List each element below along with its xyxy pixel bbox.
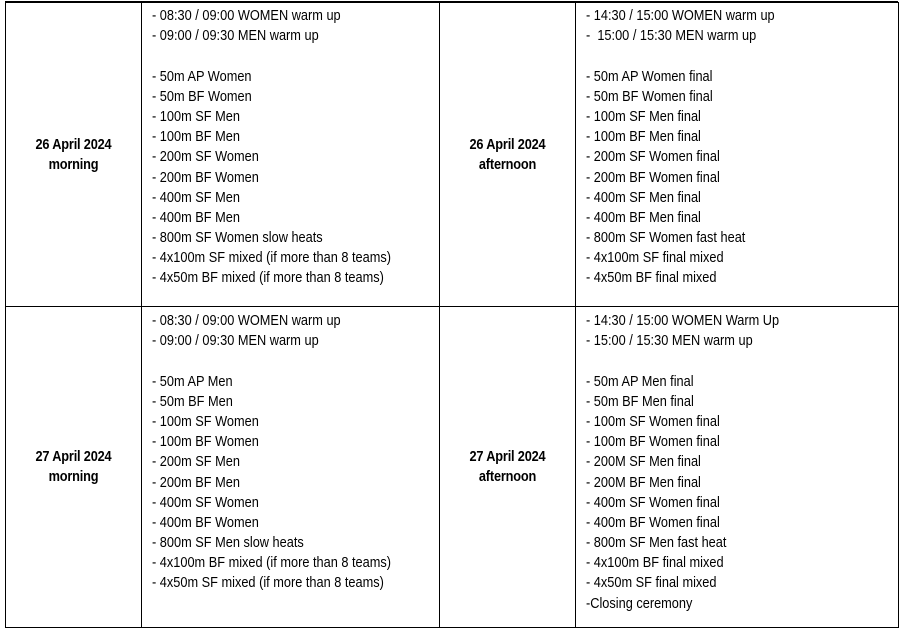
event-item: - 400m BF Men — [152, 209, 240, 226]
event-item: - 14:30 / 15:00 WOMEN Warm Up — [586, 313, 780, 329]
event-item: - 50m BF Men — [152, 393, 233, 410]
event-item: - 4x50m BF mixed (if more than 8 teams) — [152, 270, 384, 287]
event-item: - 50m BF Women — [152, 88, 252, 105]
date-cell-afternoon — [440, 307, 576, 628]
event-spacer — [586, 46, 861, 66]
event-item: - 800m SF Men fast heat — [586, 535, 727, 552]
date-cell-morning — [6, 307, 142, 628]
session-date: 26 April 2024 — [35, 136, 112, 153]
event-item: - 200m SF Women — [152, 149, 259, 166]
event-item: - 400m BF Women final — [586, 514, 720, 531]
schedule-row-day-2 — [6, 307, 899, 628]
session-date: 27 April 2024 — [469, 449, 546, 465]
event-item: - 4x50m BF final mixed — [586, 270, 717, 287]
competition-schedule-table — [5, 2, 899, 628]
event-item: - 15:00 / 15:30 MEN warm up — [586, 28, 757, 45]
event-item: - 50m BF Men final — [586, 393, 694, 410]
event-item: - 100m SF Men final — [586, 108, 701, 125]
event-item: - 400m SF Men — [152, 189, 240, 206]
event-item: - 50m AP Women final — [586, 68, 713, 85]
event-item: -Closing ceremony — [586, 595, 693, 612]
event-item: - 100m BF Women final — [586, 434, 720, 451]
event-item: - 4x100m SF final mixed — [586, 250, 724, 267]
event-item: - 200m SF Women final — [586, 149, 720, 166]
event-item: - 50m AP Women — [152, 68, 252, 85]
event-spacer — [586, 351, 861, 371]
event-item: - 400m BF Men final — [586, 209, 701, 226]
event-item: - 50m AP Men final — [586, 373, 694, 390]
event-list-cell-morning — [142, 307, 440, 628]
event-item: - 200M SF Men final — [586, 454, 701, 471]
event-item: - 800m SF Men slow heats — [152, 535, 304, 552]
event-item: - 400m SF Women — [152, 494, 259, 511]
event-item: - 15:00 / 15:30 MEN warm up — [586, 333, 753, 350]
event-item: - 08:30 / 09:00 WOMEN warm up — [152, 313, 341, 329]
session-date: 27 April 2024 — [35, 449, 112, 465]
event-list — [142, 6, 439, 289]
event-item: - 50m AP Men — [152, 373, 233, 390]
event-item: - 100m BF Women — [152, 434, 259, 451]
event-list-cell-morning — [142, 3, 440, 307]
event-item: - 4x100m BF final mixed — [586, 555, 724, 572]
session-date: 26 April 2024 — [469, 136, 546, 153]
event-list — [576, 311, 898, 614]
event-item: - 200m BF Women final — [586, 169, 720, 186]
event-spacer — [152, 351, 405, 371]
event-item: - 100m SF Women — [152, 413, 259, 430]
event-item: - 200m BF Men — [152, 474, 240, 491]
session-period: afternoon — [478, 156, 537, 173]
event-spacer — [152, 46, 405, 66]
event-item: - 800m SF Women fast heat — [586, 230, 746, 247]
event-item: - 09:00 / 09:30 MEN warm up — [152, 28, 319, 45]
event-item: - 400m SF Women final — [586, 494, 720, 511]
event-item: - 4x100m SF mixed (if more than 8 teams) — [152, 250, 391, 267]
event-item: - 08:30 / 09:00 WOMEN warm up — [152, 8, 341, 24]
event-list-cell-afternoon — [576, 3, 899, 307]
event-item: - 4x100m BF mixed (if more than 8 teams) — [152, 555, 391, 572]
date-cell-afternoon — [440, 3, 576, 307]
session-period: morning — [48, 156, 99, 173]
session-period: morning — [48, 469, 99, 485]
event-item: - 14:30 / 15:00 WOMEN warm up — [586, 8, 775, 24]
event-list-cell-afternoon — [576, 307, 899, 628]
session-period: afternoon — [478, 469, 537, 485]
event-item: - 4x50m SF final mixed — [586, 575, 717, 592]
event-item: - 200M BF Men final — [586, 474, 701, 491]
event-item: - 09:00 / 09:30 MEN warm up — [152, 333, 319, 350]
event-item: - 200m BF Women — [152, 169, 259, 186]
event-item: - 200m SF Men — [152, 454, 240, 471]
event-item: - 400m BF Women — [152, 514, 259, 531]
date-cell-morning — [6, 3, 142, 307]
event-item: - 100m BF Men — [152, 129, 240, 146]
event-item: - 100m BF Men final — [586, 129, 701, 146]
event-item: - 100m SF Women final — [586, 413, 720, 430]
event-item: - 400m SF Men final — [586, 189, 701, 206]
event-item: - 100m SF Men — [152, 108, 240, 125]
event-item: - 50m BF Women final — [586, 88, 713, 105]
event-item: - 4x50m SF mixed (if more than 8 teams) — [152, 575, 384, 592]
event-item: - 800m SF Women slow heats — [152, 230, 323, 247]
schedule-row-day-1 — [6, 3, 899, 307]
event-list — [142, 311, 439, 594]
event-list — [576, 6, 898, 289]
